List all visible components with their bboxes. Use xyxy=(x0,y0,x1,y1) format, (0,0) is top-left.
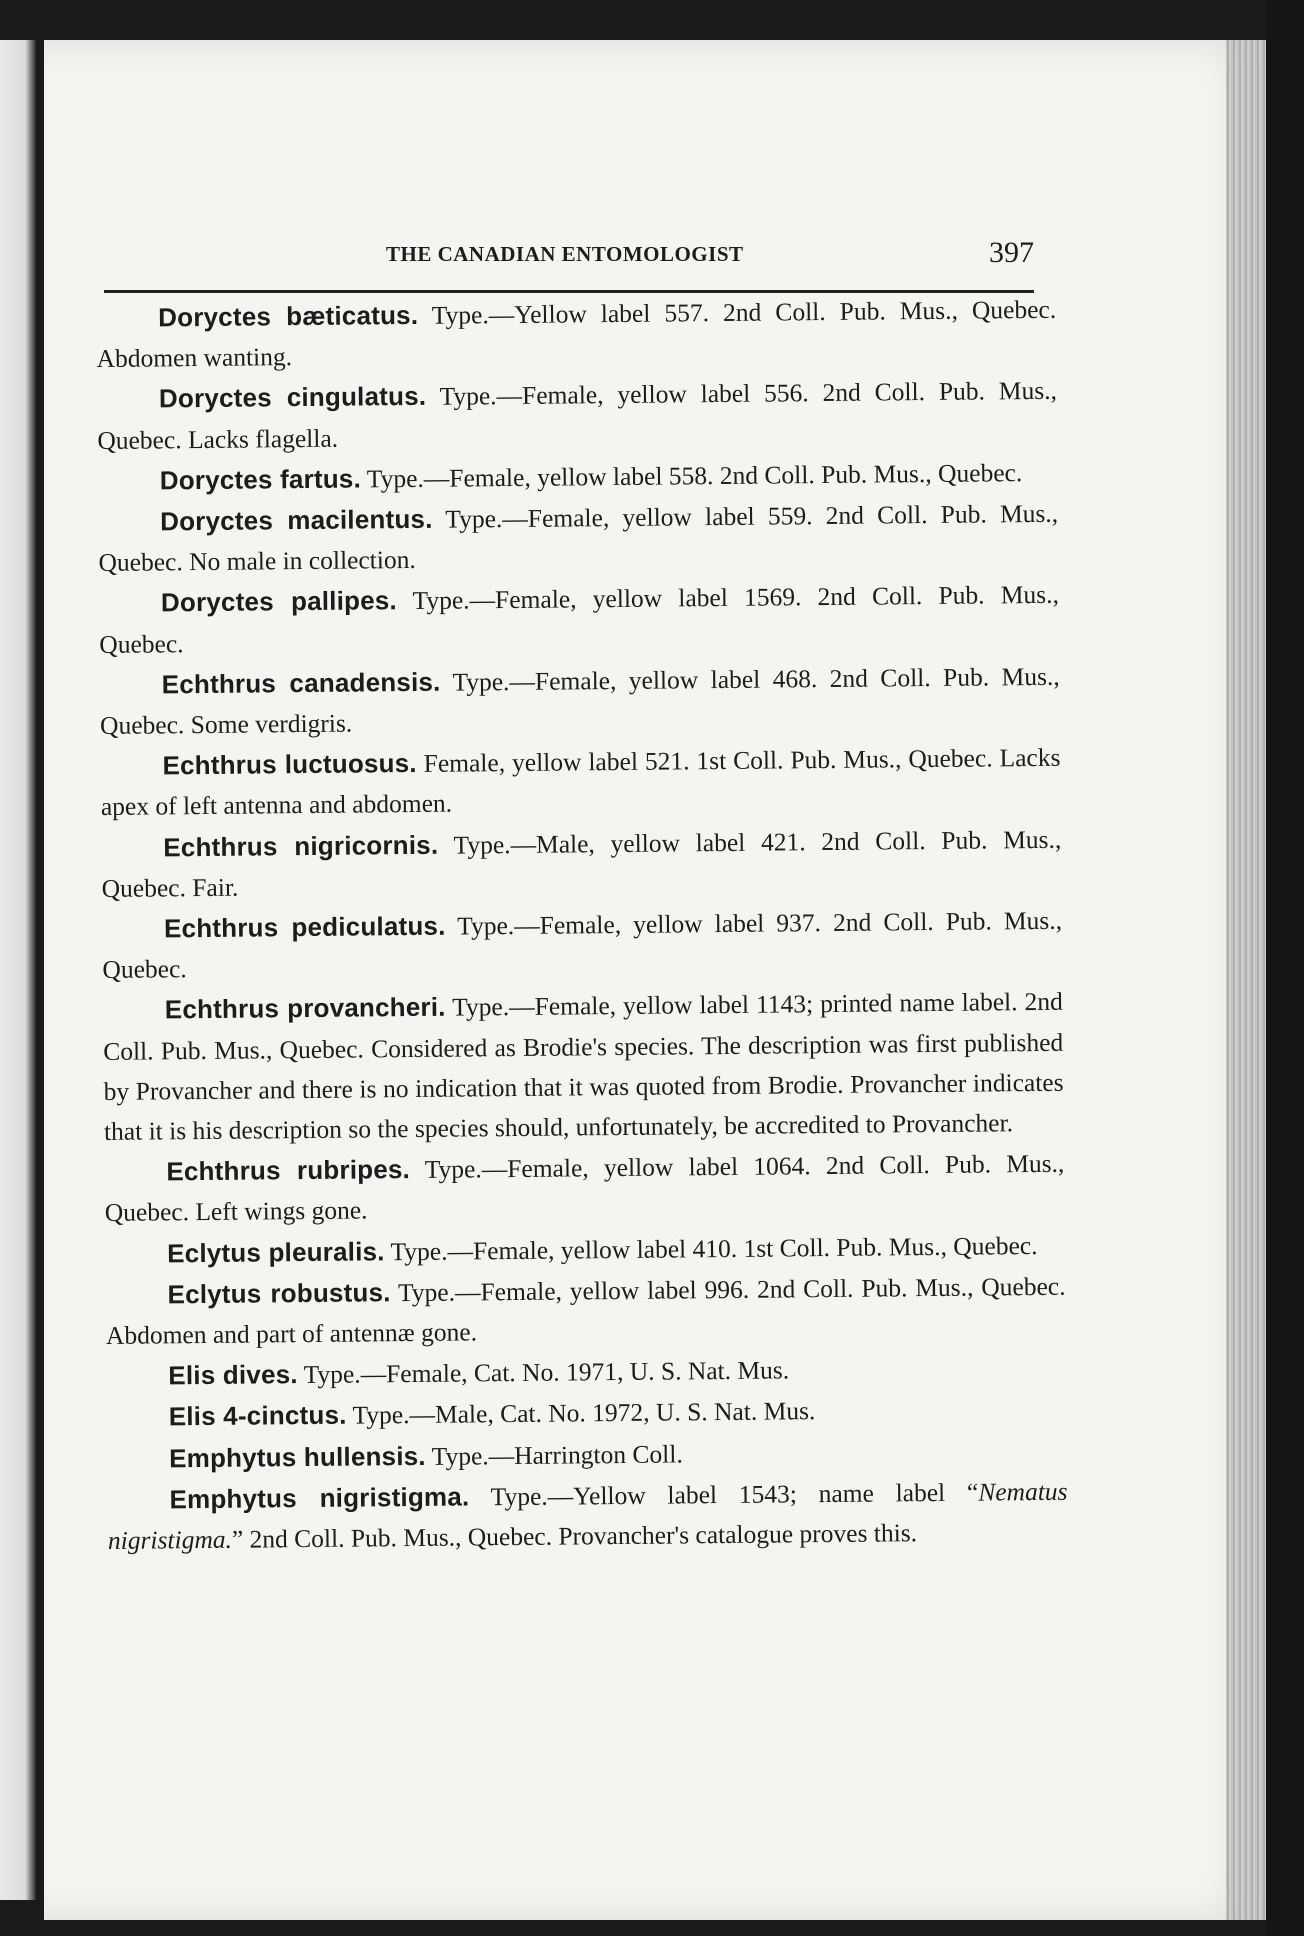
entry-text: Type.—Female, yellow label 556. 2nd Coll. Pub. Mus., Quebec. Lacks flagella. xyxy=(97,376,1058,455)
entry-text: Type.—Yellow label 1543; name label “ xyxy=(490,1477,979,1512)
entry-text: Type.—Female, yellow label 1569. 2nd Coll. Pub. Mus., Quebec. xyxy=(99,580,1060,659)
species-name: Elis dives. xyxy=(168,1359,298,1391)
entry-text: Type.—Female, yellow label 1143; printed name label. 2nd Coll. Pub. Mus., Quebec. Considered as Brodie's species. The description was first published by Provancher and there is no indication that it was quoted from Brodie. Provancher indicates that it is his description so the species should, unfortunately, be accredited to Provancher. xyxy=(103,987,1064,1147)
entry-echthrus-luctuosus xyxy=(100,737,1061,828)
entry-echthrus-canadensis xyxy=(100,656,1061,747)
entry-text: Type.—Female, yellow label 559. 2nd Coll. Pub. Mus., Quebec. No male in collection. xyxy=(98,498,1059,578)
species-name: Doryctes bæticatus. xyxy=(158,299,419,333)
species-name: Doryctes cingulatus. xyxy=(158,381,427,414)
entry-doryctes-baeticatus xyxy=(96,289,1057,380)
entry-text: Type.—Female, Cat. No. 1971, U. S. Nat. Mus. xyxy=(303,1355,790,1390)
adjacent-page-edge xyxy=(0,40,36,1900)
catalogue-entries xyxy=(96,289,1068,1561)
entry-text: Type.—Harrington Coll. xyxy=(431,1439,683,1471)
species-name: Eclytus robustus. xyxy=(167,1277,391,1310)
species-name: Echthrus luctuosus. xyxy=(162,748,417,781)
species-name: Doryctes fartus. xyxy=(159,463,362,496)
entry-echthrus-provancheri xyxy=(103,981,1065,1152)
entry-text: Type.—Female, yellow label 558. 2nd Coll. Pub. Mus., Quebec. xyxy=(366,457,1023,494)
entry-text: Type.—Male, Cat. No. 1972, U. S. Nat. Mus. xyxy=(352,1396,816,1431)
entry-doryctes-macilentus xyxy=(98,493,1059,584)
running-header xyxy=(104,236,1038,276)
running-title: THE CANADIAN ENTOMOLOGIST xyxy=(386,242,744,266)
entry-doryctes-pallipes xyxy=(99,574,1060,665)
entry-echthrus-nigricornis xyxy=(101,818,1062,909)
species-name: Doryctes macilentus. xyxy=(160,503,433,537)
entry-text-continued: ” 2nd Coll. Pub. Mus., Quebec. Provancher's catalogue proves this. xyxy=(231,1518,918,1554)
entry-echthrus-rubripes xyxy=(104,1143,1065,1234)
entry-text: Female, yellow label 521. 1st Coll. Pub. Mus., Quebec. Lacks apex of left antenna and abdomen. xyxy=(100,742,1061,822)
species-name: Emphytus hullensis. xyxy=(168,1440,426,1474)
species-name: Elis 4-cinctus. xyxy=(168,1400,347,1432)
entry-text: Type.—Female, yellow label 937. 2nd Coll. Pub. Mus., Quebec. xyxy=(102,905,1063,985)
species-name: Echthrus nigricornis. xyxy=(163,829,439,863)
species-name: Echthrus pediculatus. xyxy=(163,910,446,944)
page-stack-edge xyxy=(1226,40,1266,1920)
page-number: 397 xyxy=(989,236,1034,269)
entry-eclytus-robustus xyxy=(105,1266,1066,1357)
species-name: Echthrus canadensis. xyxy=(161,666,441,700)
species-name: Emphytus nigristigma. xyxy=(169,1481,470,1515)
entry-text: Type.—Female, yellow label 468. 2nd Coll. Pub. Mus., Quebec. Some verdigris. xyxy=(99,661,1060,741)
entry-echthrus-pediculatus xyxy=(102,900,1063,991)
entry-text: Type.—Female, yellow label 410. 1st Coll. Pub. Mus., Quebec. xyxy=(390,1230,1038,1266)
species-name: Eclytus pleuralis. xyxy=(167,1235,385,1269)
entry-text: Type.—Yellow label 557. 2nd Coll. Pub. Mus., Quebec. Abdomen wanting. xyxy=(96,294,1057,374)
scan-background xyxy=(1266,0,1304,1936)
species-name: Echthrus rubripes. xyxy=(166,1154,411,1187)
species-name: Echthrus provancheri. xyxy=(164,992,446,1025)
entry-emphytus-nigristigma xyxy=(107,1471,1068,1562)
entry-doryctes-cingulatus xyxy=(97,370,1058,461)
entry-text: Type.—Male, yellow label 421. 2nd Coll. Pub. Mus., Quebec. Fair. xyxy=(101,824,1062,903)
entry-text: Type.—Female, yellow label 1064. 2nd Coll. Pub. Mus., Quebec. Left wings gone. xyxy=(104,1149,1065,1228)
entry-text: Type.—Female, yellow label 996. 2nd Coll. Pub. Mus., Quebec. Abdomen and part of antennæ gone. xyxy=(105,1271,1066,1351)
species-name: Doryctes pallipes. xyxy=(160,585,398,618)
italic-synonym: Nematus nigristigma. xyxy=(107,1476,1068,1556)
